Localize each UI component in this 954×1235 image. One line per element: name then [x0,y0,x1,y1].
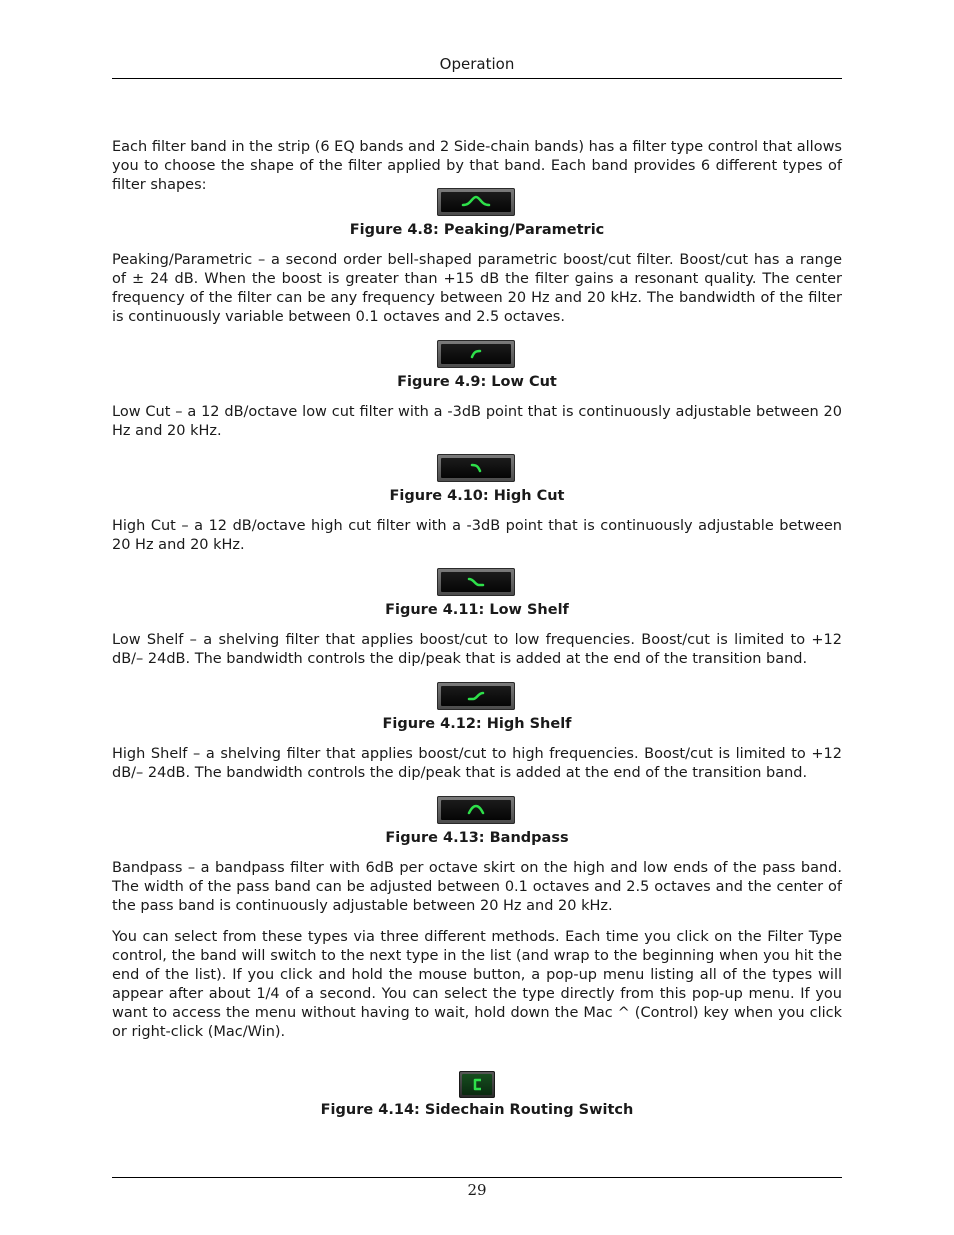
low-cut-filter-button[interactable] [437,340,515,368]
bandpass-filter-icon [441,800,511,820]
peaking-filter-icon [441,192,511,212]
peaking-filter-button[interactable] [437,188,515,216]
page-number: 29 [467,1181,487,1199]
figure-caption: Figure 4.14: Sidechain Routing Switch [320,1102,634,1118]
low-shelf-filter-button[interactable] [437,568,515,596]
figure-caption: Figure 4.9: Low Cut [397,374,557,390]
high-shelf-filter-button[interactable] [437,682,515,710]
figure-description: High Shelf – a shelving filter that applies boost/cut to high frequencies. Boost/cut is limited to +12 dB/– 24dB. The bandwidth controls the dip/peak that is added at the end of the transition band. [112,746,842,781]
low-shelf-filter-icon [441,572,511,592]
high-shelf-filter-icon [441,686,511,706]
sidechain-routing-switch[interactable] [459,1071,495,1098]
figure-description: Peaking/Parametric – a second order bell-shaped parametric boost/cut filter. Boost/cut has a range of ± 24 dB. When the boost is greater than +15 dB the filter gains a resonant quality. The center frequency of the filter can be any frequency between 20 Hz and 20 kHz. The bandwidth of the filter is continuously variable between 0.1 octaves and 2.5 octaves. [112,252,842,325]
intro-paragraph: Each filter band in the strip (6 EQ bands and 2 Side-chain bands) has a filter type control that allows you to choose the shape of the filter applied by that band. Each band provides 6 different types of filter shapes: [112,139,842,193]
figure-description: High Cut – a 12 dB/octave high cut filter with a -3dB point that is continuously adjustable between 20 Hz and 20 kHz. [112,518,842,553]
figure-caption: Figure 4.11: Low Shelf [385,602,569,618]
figure-description: Low Cut – a 12 dB/octave low cut filter with a -3dB point that is continuously adjustable between 20 Hz and 20 kHz. [112,404,842,439]
figure-description: Bandpass – a bandpass filter with 6dB per octave skirt on the high and low ends of the pass band. The width of the pass band can be adjusted between 0.1 octaves and 2.5 octaves and the center of the pass band is continuously adjustable between 20 Hz and 20 kHz. [112,860,842,914]
figure-description: Low Shelf – a shelving filter that applies boost/cut to low frequencies. Boost/cut is limited to +12 dB/– 24dB. The bandwidth controls the dip/peak that is added at the end of the transition band. [112,632,842,667]
selection-methods-paragraph: You can select from these types via three different methods. Each time you click on the Filter Type control, the band will switch to the next type in the list (and wrap to the beginning when you hit the end of the list). If you click and hold the mouse button, a pop-up menu listing all of the types will appear after about 1/4 of a second. You can select the type directly from this pop-up menu. If you want to access the menu without having to wait, hold down the Mac ^ (Control) key when you click or right-click (Mac/Win). [112,929,842,1040]
bandpass-filter-button[interactable] [437,796,515,824]
low-cut-filter-icon [441,344,511,364]
figure-caption: Figure 4.13: Bandpass [385,830,569,846]
high-cut-filter-icon [441,458,511,478]
high-cut-filter-button[interactable] [437,454,515,482]
footer-rule [112,1177,842,1178]
header-rule [112,78,842,79]
figure-caption: Figure 4.10: High Cut [389,488,565,504]
figure-caption: Figure 4.12: High Shelf [382,716,572,732]
sidechain-c-icon [462,1074,492,1095]
page-header: Operation [439,55,515,73]
figure-caption: Figure 4.8: Peaking/Parametric [349,222,605,238]
